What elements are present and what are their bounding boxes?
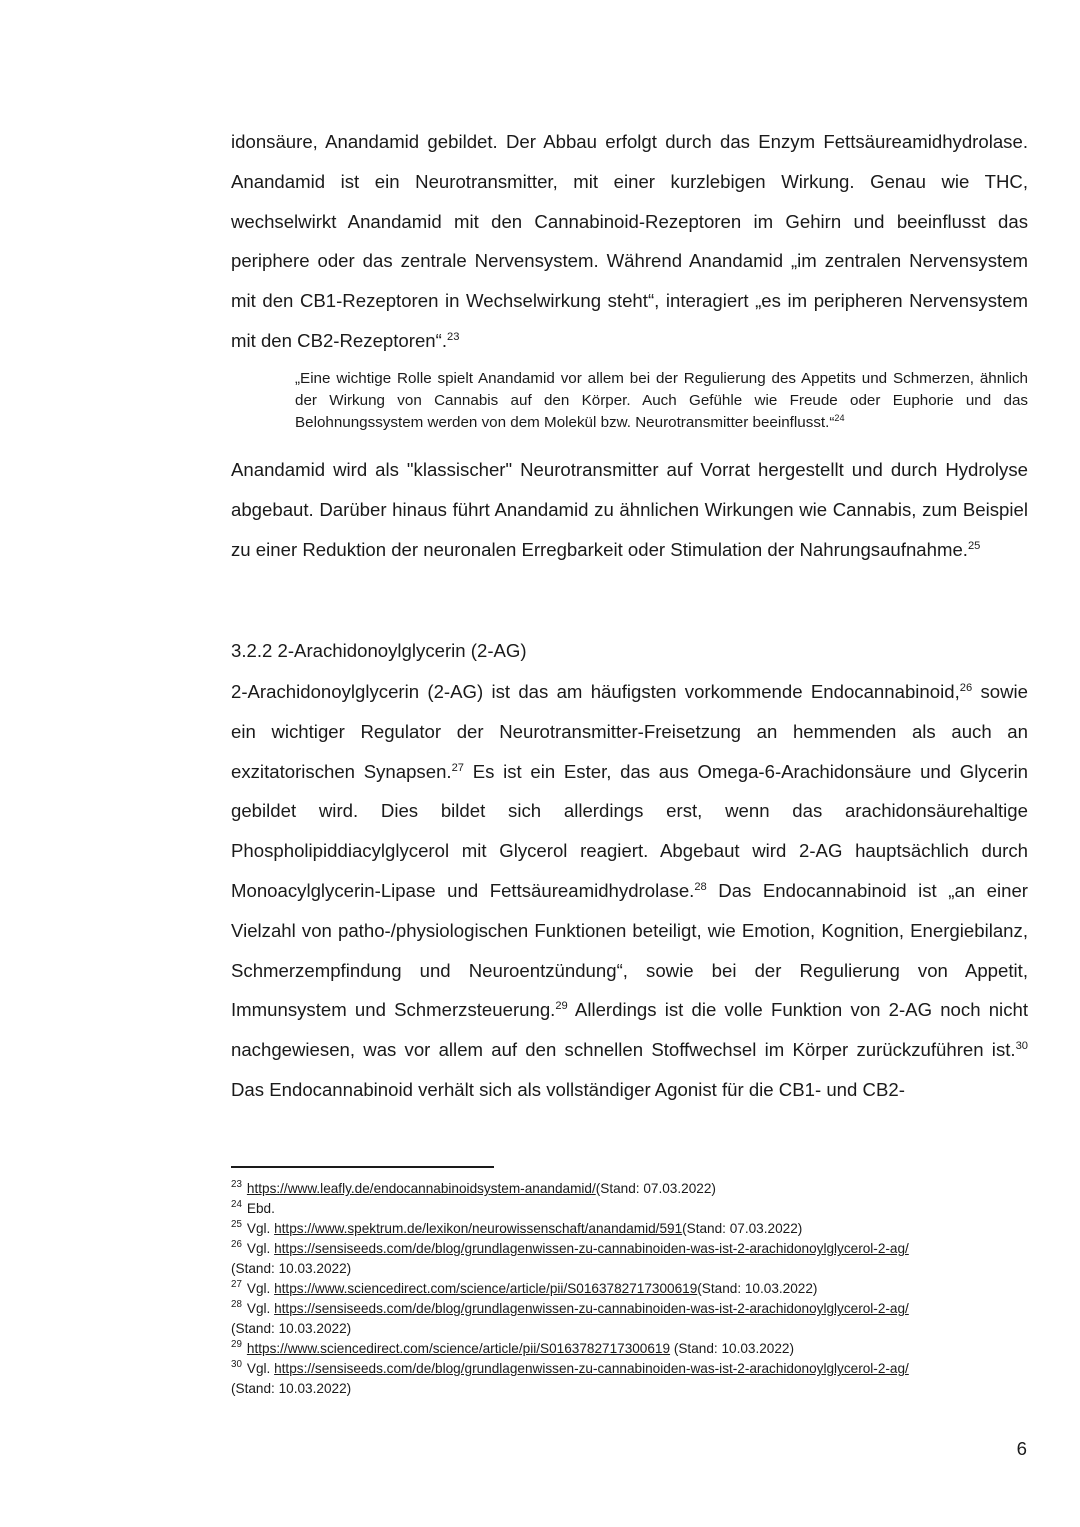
footnote-ref-28: 28 <box>694 880 707 893</box>
footnote-separator <box>231 1166 494 1168</box>
paragraph-text: Es ist ein Ester, das aus Omega-6-Arachidonsäure und Glycerin gebildet wird. Dies bildet sich allerdings erst, wenn das arachidonsäurehaltige Phospholipiddiacylglycerol mit Glycerol reagiert. Abgebaut wird 2-AG hauptsächlich durch Monoacylglycerin-Lipase und Fettsäureamidhydrolase. <box>231 760 1028 901</box>
footnote-24 <box>231 1199 1028 1219</box>
footnote-25 <box>231 1219 1028 1239</box>
footnote-link[interactable]: https://sensiseeds.com/de/blog/grundlagenwissen-zu-cannabinoiden-was-ist-2-arachidonoylglycerol-2-ag/ <box>274 1301 909 1316</box>
block-quote <box>295 368 1028 434</box>
footnote-number: 25 <box>231 1219 242 1231</box>
footnote-link[interactable]: https://www.spektrum.de/lexikon/neurowissenschaft/anandamid/591 <box>274 1221 683 1236</box>
footnote-27 <box>231 1279 1028 1299</box>
footnote-prefix: Vgl. <box>246 1281 275 1296</box>
page-number: 6 <box>1016 1438 1027 1459</box>
footnote-23 <box>231 1179 1028 1199</box>
footnote-prefix: Vgl. <box>246 1241 275 1256</box>
footnote-ref-26: 26 <box>959 681 973 694</box>
footnote-ref-23: 23 <box>447 330 460 343</box>
footnote-link[interactable]: https://www.sciencedirect.com/science/article/pii/S0163782717300619 <box>246 1341 671 1356</box>
quote-text: „Eine wichtige Rolle spielt Anandamid vor allem bei der Regulierung des Appetits und Schmerzen, ähnlich der Wirkung von Cannabis auf den Körper. Auch Gefühle wie Freude oder Euphorie und das Belohnungssystem werden von dem Molekül bzw. Neurotransmitter beeinflusst.“ <box>295 370 1028 431</box>
paragraph-2ag <box>231 672 1028 1110</box>
footnote-number: 26 <box>231 1239 242 1251</box>
paragraph-text: Anandamid wird als "klassischer" Neurotransmitter auf Vorrat hergestellt und durch Hydrolyse abgebaut. Darüber hinaus führt Anandamid zu ähnlichen Wirkungen wie Cannabis, zum Beispiel zu einer Reduktion der neuronalen Erregbarkeit oder Stimulation der Nahrungsaufnahme. <box>231 459 1028 560</box>
footnote-link[interactable]: https://sensiseeds.com/de/blog/grundlagenwissen-zu-cannabinoiden-was-ist-2-arachidonoylglycerol-2-ag/ <box>274 1241 909 1256</box>
footnote-date: (Stand: 10.03.2022) <box>670 1341 795 1356</box>
section-heading: 3.2.2 2-Arachidonoylglycerin (2-AG) <box>231 640 527 661</box>
footnote-number: 24 <box>231 1199 242 1211</box>
footnote-ref-30: 30 <box>1015 1039 1028 1052</box>
footnote-number: 28 <box>231 1299 242 1311</box>
paragraph-anandamid-effects <box>231 450 1028 569</box>
paragraph-text: Allerdings ist die volle Funktion von 2-AG noch nicht nachgewiesen, was vor allem auf den schnellen Stoffwechsel im Körper zurückzuführen ist. <box>231 999 1028 1061</box>
footnote-ref-29: 29 <box>555 1000 568 1013</box>
footnote-date: (Stand: 10.03.2022) <box>231 1261 352 1276</box>
footnote-29 <box>231 1339 1028 1359</box>
paragraph-text: sowie ein wichtiger Regulator der Neurotransmitter-Freisetzung an hemmenden als auch an exzitatorischen Synapsen. <box>231 681 1028 782</box>
footnotes <box>231 1179 1028 1399</box>
footnote-number: 29 <box>231 1339 242 1351</box>
footnote-date: (Stand: 10.03.2022) <box>231 1381 352 1396</box>
footnote-ref-25: 25 <box>967 539 981 552</box>
footnote-link[interactable]: https://www.leafly.de/endocannabinoidsystem-anandamid/ <box>246 1181 596 1196</box>
footnote-number: 30 <box>231 1359 242 1371</box>
paragraph-anandamid-intro <box>231 122 1028 361</box>
footnote-date: (Stand: 07.03.2022) <box>595 1181 716 1196</box>
footnote-number: 27 <box>231 1279 242 1291</box>
footnote-ref-27: 27 <box>451 761 464 774</box>
footnote-prefix: Vgl. <box>246 1301 275 1316</box>
footnote-26 <box>231 1239 1028 1279</box>
paragraph-text: Das Endocannabinoid ist „an einer Vielzahl von patho-/physiologischen Funktionen beteiligt, wie Emotion, Kognition, Energiebilanz, Schmerzempfindung und Neuroentzündung“, sowie bei der Regulierung von Appetit, Immunsystem und Schmerzsteuerung. <box>231 879 1028 1021</box>
paragraph-text: Das Endocannabinoid verhält sich als vollständiger Agonist für die CB1- und CB2- <box>231 1078 905 1100</box>
footnote-prefix: Ebd. <box>246 1201 275 1216</box>
paragraph-text: 2-Arachidonoylglycerin (2-AG) ist das am häufigsten vorkommende Endocannabinoid, <box>231 681 960 702</box>
footnote-date: (Stand: 10.03.2022) <box>697 1281 818 1296</box>
footnote-28 <box>231 1299 1028 1339</box>
footnote-prefix: Vgl. <box>246 1221 275 1236</box>
paragraph-text: idonsäure, Anandamid gebildet. Der Abbau erfolgt durch das Enzym Fettsäureamidhydrolase. Anandamid ist ein Neurotransmitter, mit einer kurzlebigen Wirkung. Genau wie THC, wechselwirkt Anandamid mit den Cannabinoid-Rezeptoren im Gehirn und beeinflusst das periphere oder das zentrale Nervensystem. Während Anandamid „im zentralen Nervensystem mit den CB1-Rezeptoren in Wechselwirkung steht“, interagiert „es im peripheren Nervensystem mit den CB2-Rezeptoren“. <box>231 131 1028 351</box>
footnote-ref-24: 24 <box>834 412 845 423</box>
footnote-date: (Stand: 07.03.2022) <box>682 1221 803 1236</box>
footnote-number: 23 <box>231 1179 242 1191</box>
footnote-date: (Stand: 10.03.2022) <box>231 1321 352 1336</box>
footnote-prefix: Vgl. <box>246 1361 275 1376</box>
footnote-link[interactable]: https://sensiseeds.com/de/blog/grundlagenwissen-zu-cannabinoiden-was-ist-2-arachidonoylglycerol-2-ag/ <box>274 1361 909 1376</box>
footnote-30 <box>231 1359 1028 1399</box>
footnote-link[interactable]: https://www.sciencedirect.com/science/article/pii/S0163782717300619 <box>274 1281 698 1296</box>
